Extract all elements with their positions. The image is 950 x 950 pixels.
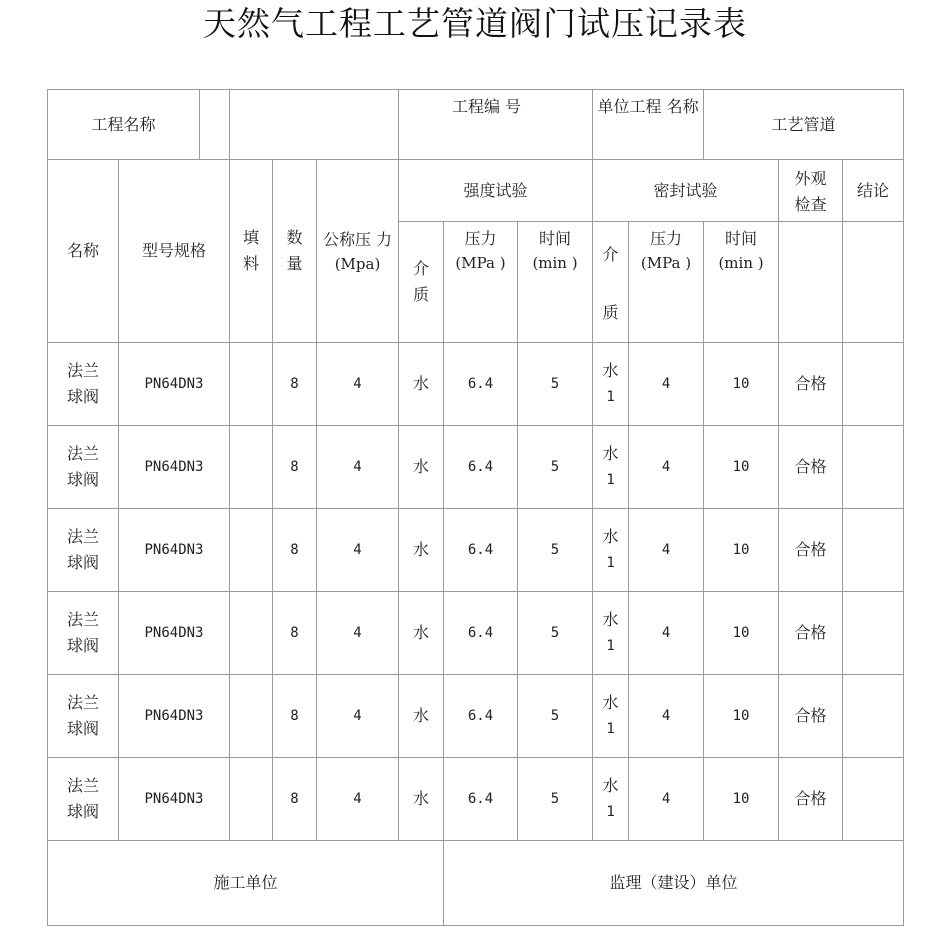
table-row — [48, 675, 904, 758]
seal-medium-label: 介质 — [602, 245, 619, 322]
col-seal-test: 密封试验 — [593, 160, 779, 222]
strength-pressure-label: 压力 — [464, 229, 497, 248]
table-row — [48, 758, 904, 841]
strength-time-unit: (min ) — [532, 254, 578, 272]
conclusion-sub-empty — [843, 222, 904, 343]
cell-strength-pressure: 6.4 — [444, 675, 518, 758]
project-name-value-cont[interactable] — [230, 90, 399, 160]
seal-time-label: 时间 — [725, 229, 758, 248]
cell-name: 法兰球阀 — [48, 509, 119, 592]
seal-medium-sub: 1 — [606, 804, 615, 820]
strength-pressure-unit: (MPa ) — [455, 254, 506, 272]
cell-strength-time: 5 — [518, 758, 593, 841]
seal-medium-value: 水 — [602, 444, 619, 463]
unit-project-value[interactable]: 工艺管道 — [704, 90, 904, 160]
cell-strength-medium: 水 — [399, 509, 444, 592]
cell-nominal-pressure: 4 — [317, 758, 399, 841]
cell-appearance: 合格 — [779, 426, 843, 509]
cell-nominal-pressure: 4 — [317, 426, 399, 509]
cell-appearance: 合格 — [779, 758, 843, 841]
strength-time-header — [518, 222, 593, 343]
unit-project-label: 单位工程 名称 — [593, 90, 704, 160]
cell-quantity: 8 — [273, 343, 317, 426]
cell-model: PN64DN3 — [119, 758, 230, 841]
seal-medium-sub: 1 — [606, 638, 615, 654]
seal-medium-value: 水 — [602, 361, 619, 380]
cell-strength-medium: 水 — [399, 675, 444, 758]
cell-nominal-pressure: 4 — [317, 675, 399, 758]
cell-seal-time: 10 — [704, 509, 779, 592]
cell-name: 法兰球阀 — [48, 675, 119, 758]
cell-seal-pressure: 4 — [629, 509, 704, 592]
cell-strength-time: 5 — [518, 426, 593, 509]
cell-quantity: 8 — [273, 675, 317, 758]
cell-model: PN64DN3 — [119, 343, 230, 426]
construction-unit[interactable]: 施工单位 — [48, 841, 444, 926]
cell-model: PN64DN3 — [119, 675, 230, 758]
seal-pressure-label: 压力 — [650, 229, 683, 248]
cell-strength-pressure: 6.4 — [444, 426, 518, 509]
strength-medium-header — [399, 222, 444, 343]
strength-pressure-header — [444, 222, 518, 343]
cell-quantity: 8 — [273, 426, 317, 509]
seal-time-header — [704, 222, 779, 343]
cell-name: 法兰球阀 — [48, 343, 119, 426]
col-name: 名称 — [48, 160, 119, 343]
cell-seal-pressure: 4 — [629, 758, 704, 841]
table-row — [48, 426, 904, 509]
cell-conclusion[interactable] — [843, 758, 904, 841]
cell-quantity: 8 — [273, 509, 317, 592]
seal-medium-value: 水 — [602, 527, 619, 546]
cell-seal-time: 10 — [704, 592, 779, 675]
cell-seal-medium — [593, 426, 629, 509]
cell-strength-time: 5 — [518, 592, 593, 675]
seal-medium-value: 水 — [602, 776, 619, 795]
col-model: 型号规格 — [119, 160, 230, 343]
cell-nominal-pressure: 4 — [317, 343, 399, 426]
cell-strength-pressure: 6.4 — [444, 592, 518, 675]
cell-conclusion[interactable] — [843, 426, 904, 509]
table-row — [48, 509, 904, 592]
col-nominal-pressure — [317, 160, 399, 343]
info-row — [48, 90, 904, 160]
cell-filler[interactable] — [230, 343, 273, 426]
cell-nominal-pressure: 4 — [317, 509, 399, 592]
cell-strength-pressure: 6.4 — [444, 509, 518, 592]
cell-model: PN64DN3 — [119, 509, 230, 592]
cell-quantity: 8 — [273, 592, 317, 675]
cell-conclusion[interactable] — [843, 592, 904, 675]
cell-strength-pressure: 6.4 — [444, 758, 518, 841]
col-quantity — [273, 160, 317, 343]
cell-strength-time: 5 — [518, 675, 593, 758]
seal-medium-sub: 1 — [606, 555, 615, 571]
cell-strength-pressure: 6.4 — [444, 343, 518, 426]
strength-time-label: 时间 — [539, 229, 572, 248]
cell-seal-time: 10 — [704, 758, 779, 841]
cell-appearance: 合格 — [779, 343, 843, 426]
col-nominal-pressure-label: 公称压 力 — [322, 230, 393, 249]
table-row — [48, 343, 904, 426]
seal-medium-sub: 1 — [606, 721, 615, 737]
cell-seal-time: 10 — [704, 426, 779, 509]
col-quantity-label: 数量 — [286, 228, 303, 273]
cell-conclusion[interactable] — [843, 509, 904, 592]
cell-strength-medium: 水 — [399, 758, 444, 841]
cell-seal-pressure: 4 — [629, 426, 704, 509]
seal-pressure-header — [629, 222, 704, 343]
project-name-value[interactable] — [200, 90, 229, 159]
table-row — [48, 592, 904, 675]
pressure-test-table — [47, 89, 904, 926]
cell-filler[interactable] — [230, 758, 273, 841]
project-name-label: 工程名称 — [48, 90, 200, 159]
signature-row — [48, 841, 904, 926]
seal-pressure-unit: (MPa ) — [640, 254, 692, 272]
cell-conclusion[interactable] — [843, 343, 904, 426]
cell-strength-time: 5 — [518, 343, 593, 426]
cell-model: PN64DN3 — [119, 592, 230, 675]
project-no-label: 工程编 号 — [451, 97, 522, 116]
cell-filler[interactable] — [230, 675, 273, 758]
cell-strength-medium: 水 — [399, 426, 444, 509]
cell-seal-pressure: 4 — [629, 675, 704, 758]
cell-name: 法兰球阀 — [48, 758, 119, 841]
col-appearance-label: 外观检查 — [794, 169, 827, 214]
cell-name: 法兰球阀 — [48, 592, 119, 675]
col-strength-test: 强度试验 — [399, 160, 593, 222]
cell-seal-medium — [593, 343, 629, 426]
cell-seal-medium — [593, 675, 629, 758]
page-title: 天然气工程工艺管道阀门试压记录表 — [203, 4, 747, 43]
cell-nominal-pressure: 4 — [317, 592, 399, 675]
col-conclusion: 结论 — [843, 160, 904, 222]
cell-conclusion[interactable] — [843, 675, 904, 758]
col-nominal-pressure-unit: (Mpa) — [334, 255, 381, 273]
seal-time-unit: (min ) — [718, 254, 764, 272]
cell-seal-time: 10 — [704, 675, 779, 758]
col-appearance — [779, 160, 843, 222]
cell-appearance: 合格 — [779, 509, 843, 592]
cell-strength-time: 5 — [518, 509, 593, 592]
strength-medium-label: 介质 — [413, 259, 430, 304]
cell-seal-pressure: 4 — [629, 592, 704, 675]
cell-appearance: 合格 — [779, 592, 843, 675]
seal-medium-sub: 1 — [606, 389, 615, 405]
header-row-1 — [48, 160, 904, 222]
seal-medium-value: 水 — [602, 610, 619, 629]
cell-model: PN64DN3 — [119, 426, 230, 509]
cell-filler[interactable] — [230, 426, 273, 509]
cell-strength-medium: 水 — [399, 592, 444, 675]
cell-seal-time: 10 — [704, 343, 779, 426]
cell-appearance: 合格 — [779, 675, 843, 758]
cell-seal-medium — [593, 509, 629, 592]
cell-seal-medium — [593, 758, 629, 841]
appearance-sub-empty — [779, 222, 843, 343]
seal-medium-header — [593, 222, 629, 343]
cell-filler[interactable] — [230, 509, 273, 592]
seal-medium-sub: 1 — [606, 472, 615, 488]
cell-name: 法兰球阀 — [48, 426, 119, 509]
cell-seal-pressure: 4 — [629, 343, 704, 426]
col-filler — [230, 160, 273, 343]
cell-strength-medium: 水 — [399, 343, 444, 426]
cell-quantity: 8 — [273, 758, 317, 841]
cell-seal-medium — [593, 592, 629, 675]
seal-medium-value: 水 — [602, 693, 619, 712]
supervision-unit[interactable]: 监理（建设）单位 — [444, 841, 904, 926]
col-filler-label: 填料 — [242, 228, 259, 273]
cell-filler[interactable] — [230, 592, 273, 675]
